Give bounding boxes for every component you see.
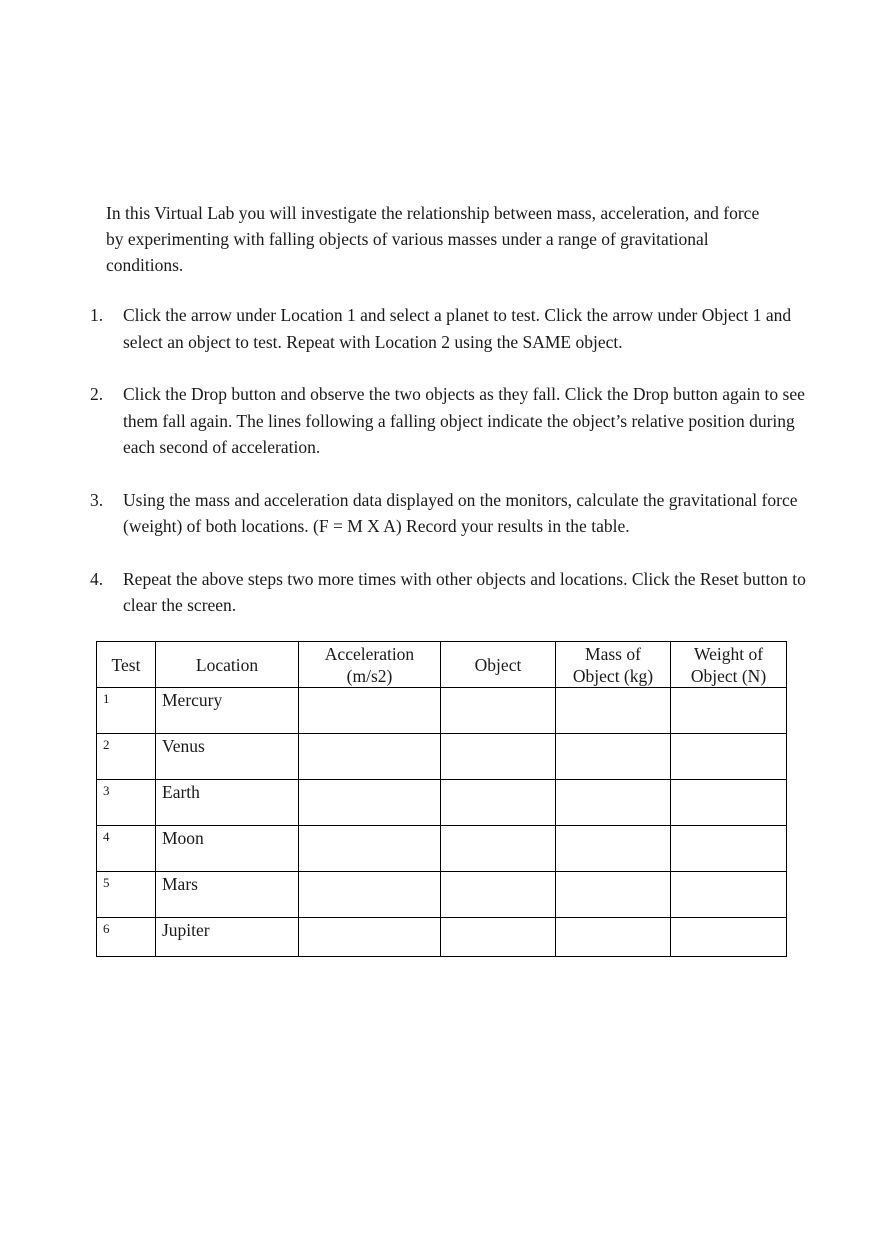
table-row [97,872,787,918]
mass-cell[interactable] [556,780,671,826]
weight-cell[interactable] [671,734,787,780]
object-cell[interactable] [441,826,556,872]
instruction-step [88,302,818,355]
instruction-step [88,487,818,540]
instruction-step [88,381,818,461]
table-row [97,918,787,957]
header-mass: Mass of Object (kg) [556,642,671,688]
header-location: Location [156,642,299,688]
object-cell[interactable] [441,688,556,734]
header-weight: Weight of Object (N) [671,642,787,688]
weight-cell[interactable] [671,918,787,957]
acceleration-cell[interactable] [299,918,441,957]
step-number: 3. [90,489,104,510]
location-cell: Mars [156,872,299,918]
acceleration-cell[interactable] [299,780,441,826]
header-acceleration: Acceleration (m/s2) [299,642,441,688]
weight-cell[interactable] [671,872,787,918]
test-cell: 5 [97,872,156,918]
table-row [97,780,787,826]
step-text: Click the Drop button and observe the two objects as they fall. Click the Drop button again to see them fall again. The lines following a falling object indicate the object’s relative position during each second of acceleration. [123,384,805,457]
mass-cell[interactable] [556,734,671,780]
acceleration-cell[interactable] [299,734,441,780]
weight-cell[interactable] [671,688,787,734]
object-cell[interactable] [441,918,556,957]
mass-cell[interactable] [556,872,671,918]
mass-cell[interactable] [556,826,671,872]
acceleration-cell[interactable] [299,826,441,872]
table-row [97,688,787,734]
step-text: Repeat the above steps two more times with other objects and locations. Click the Reset button to clear the screen. [123,568,806,615]
instruction-list [88,302,818,619]
header-row [97,642,787,688]
test-cell: 3 [97,780,156,826]
step-number: 2. [90,384,104,404]
results-table [96,641,787,957]
location-cell: Venus [156,734,299,780]
header-test: Test [97,642,156,688]
step-number: 1. [90,305,104,325]
test-cell: 2 [97,734,156,780]
table-row [97,734,787,780]
acceleration-cell[interactable] [299,872,441,918]
object-cell[interactable] [441,872,556,918]
step-number: 4. [90,568,104,589]
step-text: Click the arrow under Location 1 and select a planet to test. Click the arrow under Object 1 and select an object to test. Repeat with Location 2 using the SAME object. [123,305,792,352]
step-text: Using the mass and acceleration data displayed on the monitors, calculate the gravitational force (weight) of both locations. (F = M X A) Record your results in the table. [123,489,798,536]
test-cell: 4 [97,826,156,872]
location-cell: Jupiter [156,918,299,957]
weight-cell[interactable] [671,780,787,826]
location-cell: Earth [156,780,299,826]
mass-cell[interactable] [556,918,671,957]
test-cell: 6 [97,918,156,957]
intro-paragraph: In this Virtual Lab you will investigate the relationship between mass, acceleration, and force by experimenting with falling objects of various masses under a range of gravitational conditions. [106,203,760,275]
object-cell[interactable] [441,780,556,826]
acceleration-cell[interactable] [299,688,441,734]
location-cell: Moon [156,826,299,872]
table-row [97,826,787,872]
instruction-step [88,566,818,619]
test-cell: 1 [97,688,156,734]
weight-cell[interactable] [671,826,787,872]
mass-cell[interactable] [556,688,671,734]
header-object: Object [441,642,556,688]
object-cell[interactable] [441,734,556,780]
location-cell: Mercury [156,688,299,734]
